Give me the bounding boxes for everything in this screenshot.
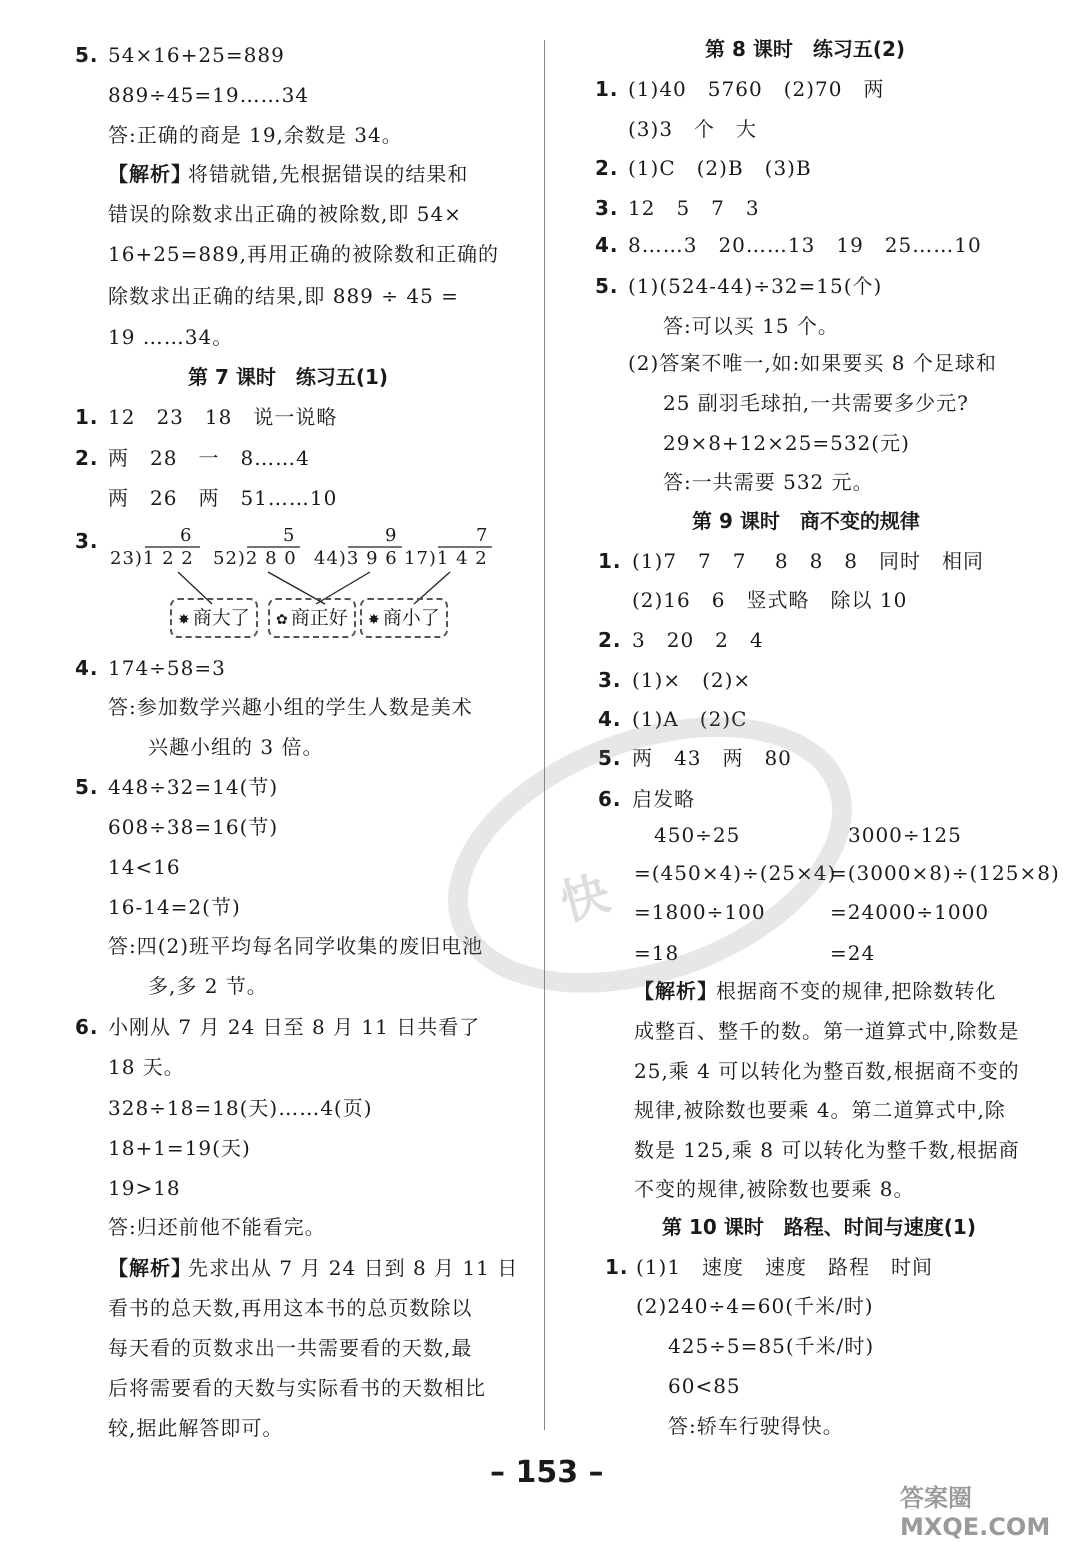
watermark-text: 快 bbox=[554, 865, 616, 933]
answer-line: (1)1 速度 速度 路程 时间 bbox=[636, 1255, 934, 1279]
tag-quotient-right: ✿ 商正好 bbox=[268, 598, 356, 638]
answer-line: 25 副羽毛球拍,一共需要多少元? bbox=[663, 391, 969, 415]
tag-quotient-too-small: ✸ 商小了 bbox=[360, 598, 448, 638]
answer-line: 889÷45=19……34 bbox=[108, 83, 310, 107]
answer-line: (1)C (2)B (3)B bbox=[628, 156, 812, 180]
item-number: 1. bbox=[595, 77, 619, 101]
tag-quotient-too-big: ✸ 商大了 bbox=[170, 598, 258, 638]
star-icon: ✸ bbox=[178, 612, 190, 628]
item-number: 6. bbox=[75, 1015, 99, 1039]
column-divider bbox=[544, 40, 545, 1430]
answer-line: 答:正确的商是 19,余数是 34。 bbox=[108, 123, 403, 147]
item-number: 3. bbox=[595, 196, 619, 220]
answer-line: 19>18 bbox=[108, 1176, 181, 1200]
answer-line: 兴趣小组的 3 倍。 bbox=[148, 735, 324, 759]
calc-line: 450÷25 bbox=[654, 823, 741, 847]
analysis-line: 除数求出正确的结果,即 889 ÷ 45 = bbox=[108, 284, 459, 308]
item-number: 2. bbox=[595, 156, 619, 180]
answer-line: (3)3 个 大 bbox=[628, 117, 758, 141]
answer-line: 两 43 两 80 bbox=[632, 746, 792, 770]
analysis-line: 成整百、整千的数。第一道算式中,除数是 bbox=[634, 1019, 1020, 1043]
answer-line: 18 天。 bbox=[108, 1055, 185, 1079]
calc-line: =18 bbox=[634, 941, 680, 965]
analysis-tag: 【解析】 bbox=[108, 1256, 192, 1280]
answer-line: 425÷5=85(千米/时) bbox=[668, 1334, 875, 1358]
analysis-line: 看书的总天数,再用这本书的总页数除以 bbox=[108, 1296, 473, 1320]
answer-line: 答:一共需要 532 元。 bbox=[663, 470, 874, 494]
answer-line: 启发略 bbox=[632, 787, 695, 811]
item-number: 1. bbox=[605, 1255, 629, 1279]
analysis-line: 先求出从 7 月 24 日到 8 月 11 日 bbox=[188, 1256, 519, 1280]
answer-line: (1)(524-44)÷32=15(个) bbox=[628, 274, 883, 298]
calc-line: =1800÷100 bbox=[634, 900, 766, 924]
item-number: 5. bbox=[75, 43, 99, 67]
answer-line: 16-14=2(节) bbox=[108, 895, 241, 919]
quotient: 7 bbox=[476, 525, 489, 546]
answer-line: 12 5 7 3 bbox=[628, 196, 760, 220]
lesson-10-title: 第 10 课时 路程、时间与速度(1) bbox=[662, 1215, 976, 1239]
answer-line: 14<16 bbox=[108, 855, 181, 879]
corner-watermark: 答案圈 MXQE.COM bbox=[900, 1484, 1051, 1541]
analysis-line: 根据商不变的规律,把除数转化 bbox=[716, 979, 997, 1003]
analysis-line: 较,据此解答即可。 bbox=[108, 1416, 284, 1440]
item-number: 2. bbox=[75, 446, 99, 470]
answer-line: 两 28 一 8……4 bbox=[108, 446, 310, 470]
answer-line: (1)A (2)C bbox=[632, 707, 748, 731]
answer-line: 两 26 两 51……10 bbox=[108, 486, 338, 510]
analysis-line: 不变的规律,被除数也要乘 8。 bbox=[634, 1177, 915, 1201]
answer-line: 29×8+12×25=532(元) bbox=[663, 431, 910, 455]
division: 44)3 9 6 bbox=[314, 548, 398, 569]
answer-line: 608÷38=16(节) bbox=[108, 815, 279, 839]
item-number: 5. bbox=[598, 746, 622, 770]
analysis-line: 后将需要看的天数与实际看书的天数相比 bbox=[108, 1376, 486, 1400]
analysis-line: 25,乘 4 可以转化为整百数,根据商不变的 bbox=[634, 1059, 1020, 1083]
answer-line: 答:四(2)班平均每名同学收集的废旧电池 bbox=[108, 934, 484, 958]
lesson-9-title: 第 9 课时 商不变的规律 bbox=[692, 509, 920, 533]
item-number: 3. bbox=[75, 529, 99, 553]
answer-line: (2)答案不唯一,如:如果要买 8 个足球和 bbox=[628, 351, 997, 375]
matching-lines bbox=[0, 0, 540, 640]
answer-line: 8……3 20……13 19 25……10 bbox=[628, 233, 982, 257]
answer-line: 12 23 18 说一说略 bbox=[108, 405, 338, 429]
calc-line: =(450×4)÷(25×4) bbox=[634, 861, 837, 885]
answer-line: 小刚从 7 月 24 日至 8 月 11 日共看了 bbox=[108, 1015, 481, 1039]
answer-line: 多,多 2 节。 bbox=[148, 974, 268, 998]
answer-line: 174÷58=3 bbox=[108, 656, 226, 680]
analysis-line: 规律,被除数也要乘 4。第二道算式中,除 bbox=[634, 1098, 1006, 1122]
star-icon: ✸ bbox=[368, 612, 380, 628]
division: 23)1 2 2 bbox=[110, 548, 194, 569]
analysis-tag: 【解析】 bbox=[634, 979, 718, 1003]
calc-line: 3000÷125 bbox=[848, 823, 962, 847]
calc-line: =(3000×8)÷(125×8) bbox=[830, 861, 1060, 885]
answer-line: 答:参加数学兴趣小组的学生人数是美术 bbox=[108, 695, 473, 719]
analysis-line: 错误的除数求出正确的被除数,即 54× bbox=[108, 202, 462, 226]
answer-line: 60<85 bbox=[668, 1374, 741, 1398]
item-number: 2. bbox=[598, 628, 622, 652]
answer-line: (1)7 7 7 8 8 8 同时 相同 bbox=[632, 549, 985, 573]
item-number: 4. bbox=[598, 707, 622, 731]
lesson-7-title: 第 7 课时 练习五(1) bbox=[188, 365, 389, 389]
item-number: 1. bbox=[598, 549, 622, 573]
flower-icon: ✿ bbox=[276, 612, 288, 628]
analysis-line: 16+25=889,再用正确的被除数和正确的 bbox=[108, 242, 499, 266]
answer-line: 328÷18=18(天)……4(页) bbox=[108, 1096, 373, 1120]
quotient: 5 bbox=[283, 525, 296, 546]
item-number: 3. bbox=[598, 668, 622, 692]
division: 52)2 8 0 bbox=[213, 548, 297, 569]
answer-line: 54×16+25=889 bbox=[108, 43, 285, 67]
answer-line: (2)240÷4=60(千米/时) bbox=[636, 1294, 874, 1318]
item-number: 4. bbox=[595, 233, 619, 257]
answer-line: (2)16 6 竖式略 除以 10 bbox=[632, 588, 908, 612]
page-number: – 153 – bbox=[490, 1455, 604, 1490]
answer-line: 答:归还前他不能看完。 bbox=[108, 1215, 326, 1239]
calc-line: =24 bbox=[830, 941, 876, 965]
answer-line: 3 20 2 4 bbox=[632, 628, 764, 652]
lesson-8-title: 第 8 课时 练习五(2) bbox=[705, 37, 906, 61]
answer-line: 答:可以买 15 个。 bbox=[663, 314, 839, 338]
answer-line: (1)40 5760 (2)70 两 bbox=[628, 77, 885, 101]
analysis-line: 数是 125,乘 8 可以转化为整千数,根据商 bbox=[634, 1138, 1020, 1162]
item-number: 6. bbox=[598, 787, 622, 811]
analysis-line: 每天看的页数求出一共需要看的天数,最 bbox=[108, 1336, 473, 1360]
quotient: 6 bbox=[180, 525, 193, 546]
quotient: 9 bbox=[385, 525, 398, 546]
answer-line: (1)× (2)× bbox=[632, 668, 752, 692]
item-number: 5. bbox=[595, 274, 619, 298]
answer-line: 答:轿车行驶得快。 bbox=[668, 1414, 844, 1438]
answer-line: 448÷32=14(节) bbox=[108, 775, 279, 799]
analysis-line: 将错就错,先根据错误的结果和 bbox=[188, 162, 469, 186]
item-number: 4. bbox=[75, 656, 99, 680]
answer-line: 18+1=19(天) bbox=[108, 1136, 251, 1160]
item-number: 5. bbox=[75, 775, 99, 799]
division: 17)1 4 2 bbox=[404, 548, 488, 569]
item-number: 1. bbox=[75, 405, 99, 429]
calc-line: =24000÷1000 bbox=[830, 900, 990, 924]
analysis-line: 19 ……34。 bbox=[108, 325, 234, 349]
analysis-tag: 【解析】 bbox=[108, 162, 192, 186]
